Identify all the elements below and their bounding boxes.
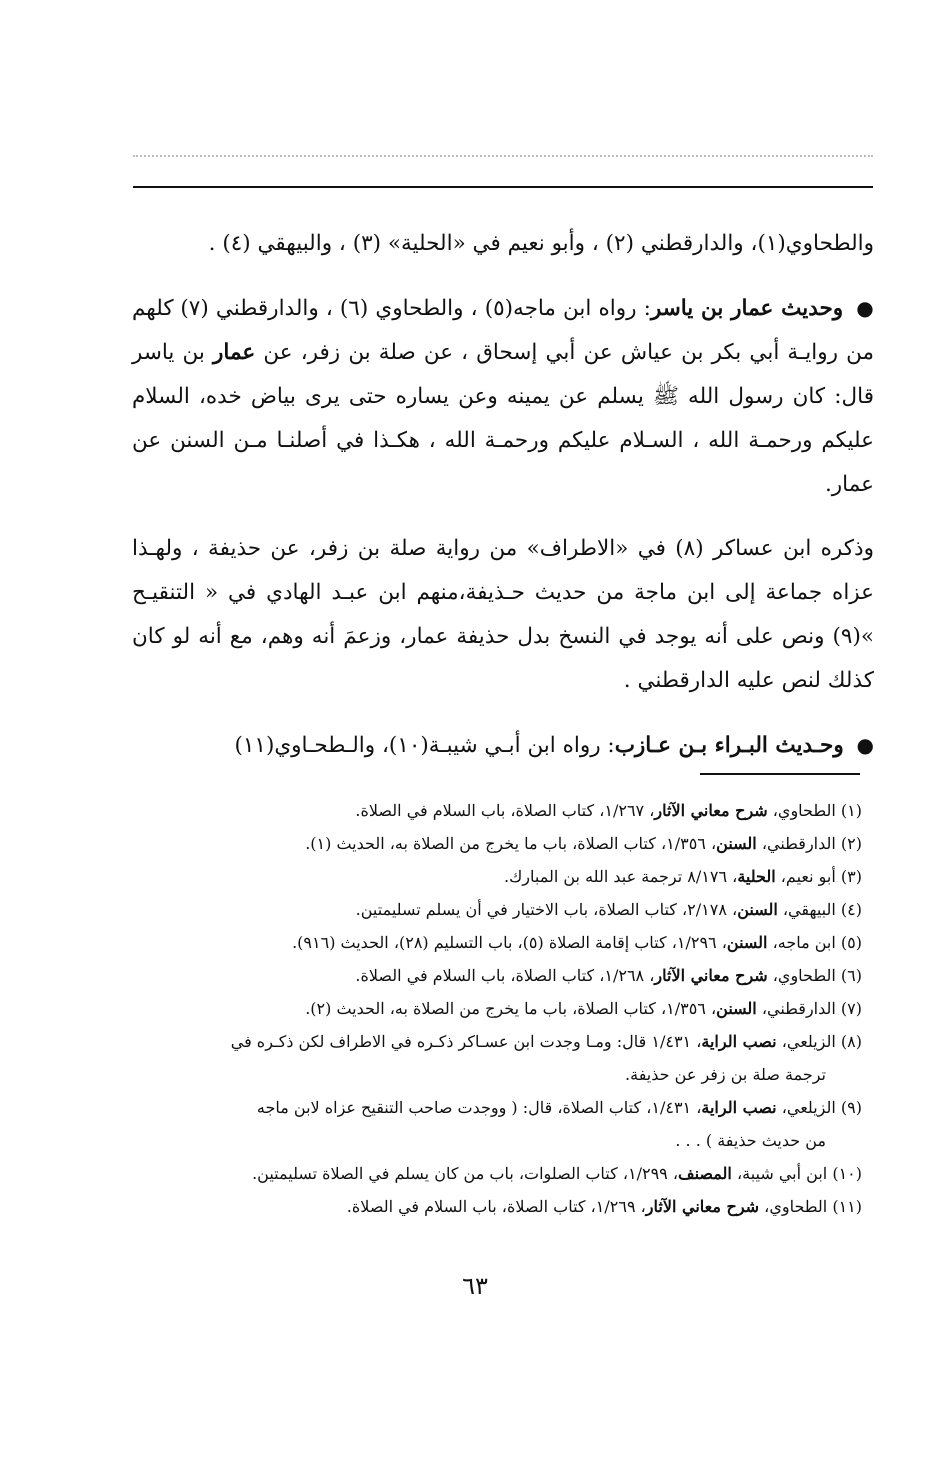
footnote-1 — [132, 794, 862, 827]
footnote-text: ، ١/٣٥٦، كتاب الصلاة، باب ما يخرج من الصلاة به، الحديث (٢). — [305, 999, 717, 1018]
footnote-text: (٩) الزيلعي، — [776, 1098, 862, 1117]
footnote-text: ، ١/٢٦٩، كتاب الصلاة، باب السلام في الصلاة. — [346, 1197, 646, 1216]
bullet-icon: ● — [856, 296, 875, 320]
footnote-text: (٢) الدارقطني، — [756, 834, 862, 853]
paragraph-3-text: وذكره ابن عساكر (٨) في «الاطراف» من رواية صلة بن زفر، عن حذيفة ، ولهـذا عزاه جماعة إلى ابن ماجة من حديث حـذيفة،منهم ابن عبـد الهادي في « التنقيـح »(٩) ونص على أنه يوجد في النسخ بدل حذيفة عمار، وزعمَ أنه وهم، مع أنه لو كان كذلك لنص عليه الدارقطني . — [132, 536, 874, 693]
footnote-text: ، ١/٢٦٨، كتاب الصلاة، باب السلام في الصلاة. — [355, 966, 655, 985]
footnote-text: ، ١/٢٦٧، كتاب الصلاة، باب السلام في الصلاة. — [355, 801, 655, 820]
footnote-10 — [132, 1157, 862, 1190]
footnote-text: (٧) الدارقطني، — [756, 999, 862, 1018]
bullet-icon: ● — [856, 733, 874, 757]
main-text — [132, 222, 874, 788]
paragraph-2-text-a: : رواه ابن ماجه(٥) ، والطحاوي (٦) ، والدارقطني (٧) كلهم من روايـة أبي بكر بن عياش عن أبي إسحاق ، عن صلة بن زفر، عن — [132, 296, 875, 365]
header-rule — [133, 186, 873, 188]
footnote-5 — [132, 926, 862, 959]
footnote-continuation: من حديث حذيفة ) . . . — [675, 1131, 826, 1150]
footnote-text: (١) الطحاوي، — [767, 801, 862, 820]
footnote-text: (٥) ابن ماجه، — [767, 933, 862, 952]
name-ammar: عمار — [213, 340, 256, 365]
paragraph-1-text: والطحاوي(١)، والدارقطني (٢) ، وأبو نعيم في «الحلية» (٣) ، والبيهقي (٤) . — [208, 231, 874, 256]
footnote-9 — [132, 1091, 862, 1157]
footnote-text: (١٠) ابن أبي شيبة، — [731, 1164, 862, 1183]
paragraph-4-text: : رواه ابن أبـي شيبـة(١٠)، والـطحـاوي(١١) — [234, 733, 615, 758]
paragraph-2 — [132, 286, 874, 507]
footnote-3 — [132, 860, 862, 893]
footnote-8 — [132, 1025, 862, 1091]
footnote-source-title: السنن — [737, 900, 778, 919]
footnote-source-title: نصب الراية — [701, 1032, 777, 1051]
footnote-text: (١١) الطحاوي، — [759, 1197, 862, 1216]
footnote-text: ، ١/٤٣١، كتاب الصلاة، قال: ( ووجدت صاحب التنقيح عزاه لابن ماجه — [256, 1098, 702, 1117]
footnote-separator — [700, 773, 860, 775]
dotted-rule — [133, 155, 873, 157]
hadith-heading-ammar: وحديث عمار بن ياسر — [650, 296, 844, 321]
footnote-text: ، ٨/١٧٦ ترجمة عبد الله بن المبارك. — [503, 867, 738, 886]
footnote-source-title: المصنف — [678, 1164, 732, 1183]
footnote-text: ، ٢/١٧٨، كتاب الصلاة، باب الاختيار في أن يسلم تسليمتين. — [355, 900, 738, 919]
footnote-source-title: السنن — [726, 933, 768, 952]
footnote-11 — [132, 1190, 862, 1223]
footnote-2 — [132, 827, 862, 860]
footnote-source-title: شرح معاني الآثار — [654, 966, 768, 985]
paragraph-1 — [132, 222, 874, 266]
footnote-text: (٣) أبو نعيم، — [775, 867, 862, 886]
footnote-7 — [132, 992, 862, 1025]
footnote-text: (٤) البيهقي، — [777, 900, 862, 919]
footnote-source-title: السنن — [716, 834, 757, 853]
footnotes — [132, 794, 862, 1223]
footnote-6 — [132, 959, 862, 992]
footnote-text: (٦) الطحاوي، — [767, 966, 862, 985]
footnote-source-title: شرح معاني الآثار — [654, 801, 768, 820]
hadith-heading-baraa: وحـديث البـراء بـن عـازب — [614, 733, 844, 758]
footnote-continuation: ترجمة صلة بن زفر عن حذيفة. — [625, 1065, 826, 1084]
paragraph-4 — [132, 723, 874, 768]
footnote-text: (٨) الزيلعي، — [776, 1032, 862, 1051]
footnote-source-title: نصب الراية — [701, 1098, 777, 1117]
footnote-source-title: شرح معاني الآثار — [645, 1197, 760, 1216]
footnote-source-title: السنن — [716, 999, 757, 1018]
footnote-4 — [132, 893, 862, 926]
footnote-source-title: الحلية — [737, 867, 776, 886]
footnote-text: ، ١/٢٩٦، كتاب إقامة الصلاة (٥)، باب التسليم (٢٨)، الحديث (٩١٦). — [292, 933, 727, 952]
footnote-text: ، ١/٣٥٦، كتاب الصلاة، باب ما يخرج من الصلاة به، الحديث (١). — [305, 834, 717, 853]
paragraph-3 — [132, 527, 874, 703]
paragraph-2-text-b: بن ياسر قال: كان رسول الله ﷺ يسلم عن يمينه وعن يساره حتى يرى بياض خده، السلام عليكم ورحمـة الله ، السـلام عليكم ورحمـة الله ، هكـذا في أصلنـا مـن السنن عن عمار. — [132, 340, 874, 497]
footnote-text: ، ١/٢٩٩، كتاب الصلوات، باب من كان يسلم في الصلاة تسليمتين. — [252, 1164, 679, 1183]
footnote-text: ، ١/٤٣١ قال: ومـا وجدت ابن عسـاكر ذكـره في الاطراف لكن ذكـره في — [230, 1032, 702, 1051]
page-number: ٦٣ — [462, 1272, 488, 1300]
